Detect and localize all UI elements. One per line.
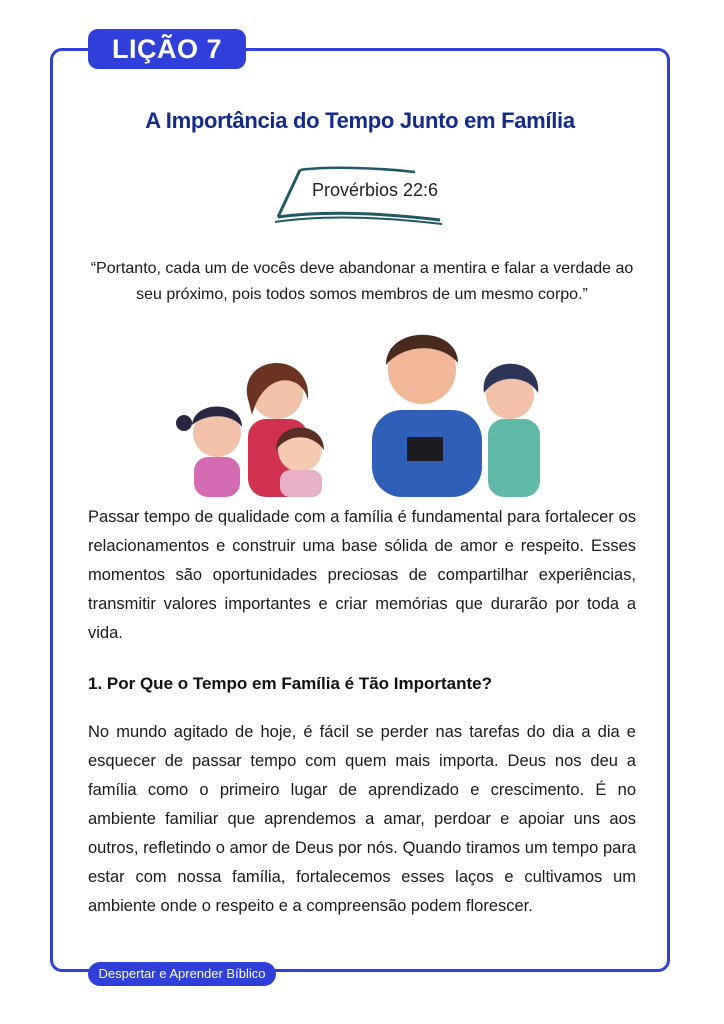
scripture-reference: Provérbios 22:6 [311, 180, 439, 200]
lesson-badge: LIÇÃO 7 [88, 29, 246, 69]
section-heading: 1. Por Que o Tempo em Família é Tão Importante? [88, 674, 492, 693]
footer-badge: Despertar e Aprender Bíblico [88, 962, 276, 986]
page-title: A Importância do Tempo Junto em Família [145, 108, 575, 133]
family-illustration [172, 315, 562, 497]
intro-paragraph: Passar tempo de qualidade com a família é fundamental para fortalecer os relacionamentos e construir uma base sólida de amor e respeito. Esses momentos são oportunidades preciosas de compartilhar experiências, transmitir valores importantes e criar memórias que durarão por toda a vida. [88, 508, 636, 642]
scripture-scroll [270, 162, 450, 232]
section-paragraph: No mundo agitado de hoje, é fácil se perder nas tarefas do dia a dia e esquecer de passar tempo com quem mais importa. Deus nos deu a família como o primeiro lugar de aprendizado e crescimento. É no ambiente familiar que aprendemos a amar, perdoar e apoiar uns aos outros, refletindo o amor de Deus por nós. Quando tiramos um tempo para estar com nossa família, fortalecemos esses laços e cultivamos um ambiente onde o respeito e a compreensão podem florescer. [88, 723, 636, 915]
bible-quote: “Portanto, cada um de vocês deve abandonar a mentira e falar a verdade ao seu próximo, pois todos somos membros de um mesmo corpo.” [90, 260, 634, 303]
